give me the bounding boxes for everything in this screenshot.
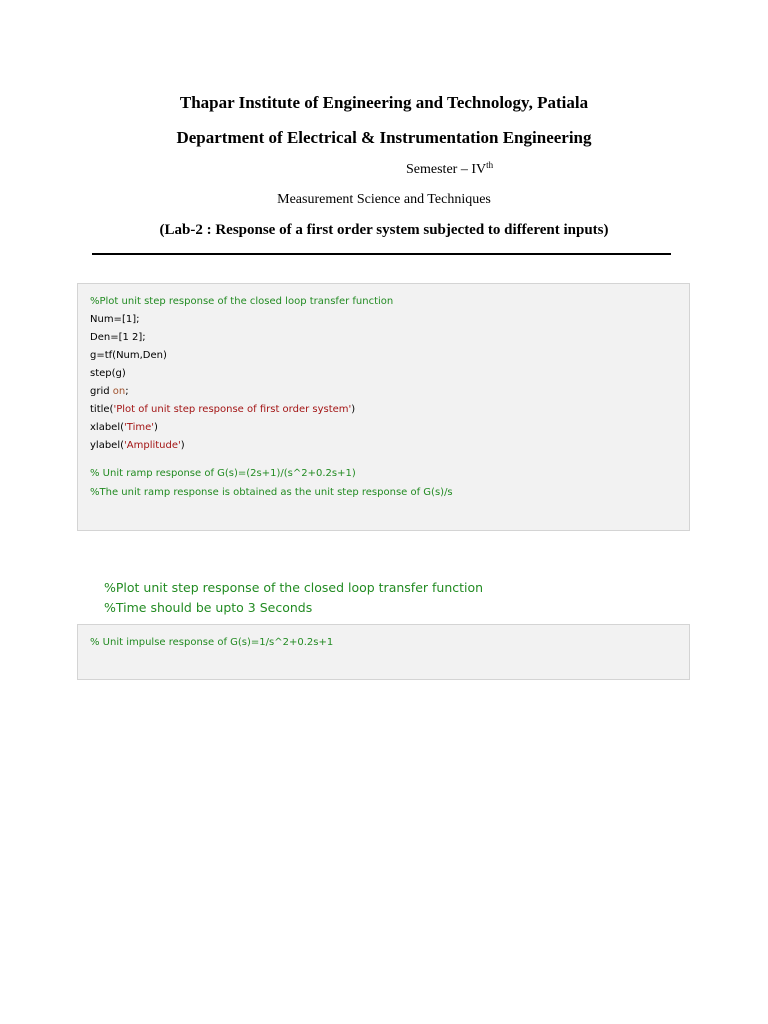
- code-block-impulse-response: [77, 624, 690, 680]
- code-line: %Plot unit step response of the closed loop transfer function: [90, 296, 394, 307]
- code-text: ;: [125, 386, 129, 397]
- code-block-step-response: [77, 283, 690, 531]
- code-line: [90, 386, 129, 398]
- lab-title: (Lab-2 : Response of a first order system subjected to different inputs): [159, 222, 609, 238]
- code-string: 'Plot of unit step response of first order system': [113, 404, 352, 415]
- code-text: ): [351, 404, 356, 415]
- course-title: Measurement Science and Techniques: [277, 192, 491, 207]
- code-keyword: on: [112, 386, 126, 397]
- header-divider: [92, 253, 671, 255]
- code-line: Den=[1 2];: [90, 332, 146, 343]
- code-text: ): [154, 422, 158, 433]
- department-title: Department of Electrical & Instrumentation Engineering: [176, 128, 592, 147]
- standalone-comment-line: %Time should be upto 3 Seconds: [104, 600, 313, 615]
- semester-superscript: th: [486, 160, 494, 170]
- standalone-comment-line: %Plot unit step response of the closed loop transfer function: [104, 580, 484, 595]
- code-string: 'Amplitude': [124, 440, 181, 451]
- code-text: ylabel(: [90, 440, 125, 451]
- code-line: % Unit impulse response of G(s)=1/s^2+0.2s+1: [90, 637, 334, 648]
- code-text: grid: [90, 386, 113, 397]
- code-text: ): [180, 440, 185, 451]
- code-line: [90, 422, 158, 434]
- code-line: [90, 440, 185, 452]
- code-string: 'Time': [124, 422, 154, 433]
- semester-label: Semester – IV: [406, 162, 487, 177]
- code-line: Num=[1];: [90, 314, 140, 325]
- code-line: step(g): [90, 368, 126, 379]
- code-text: xlabel(: [90, 422, 125, 433]
- code-line: [90, 404, 355, 416]
- code-line: % Unit ramp response of G(s)=(2s+1)/(s^2+0.2s+1): [90, 468, 356, 479]
- code-line: g=tf(Num,Den): [90, 350, 167, 361]
- institute-title: Thapar Institute of Engineering and Technology, Patiala: [179, 93, 589, 112]
- code-text: title(: [90, 404, 114, 415]
- code-line: %The unit ramp response is obtained as the unit step response of G(s)/s: [90, 487, 453, 498]
- semester-line: [406, 160, 493, 178]
